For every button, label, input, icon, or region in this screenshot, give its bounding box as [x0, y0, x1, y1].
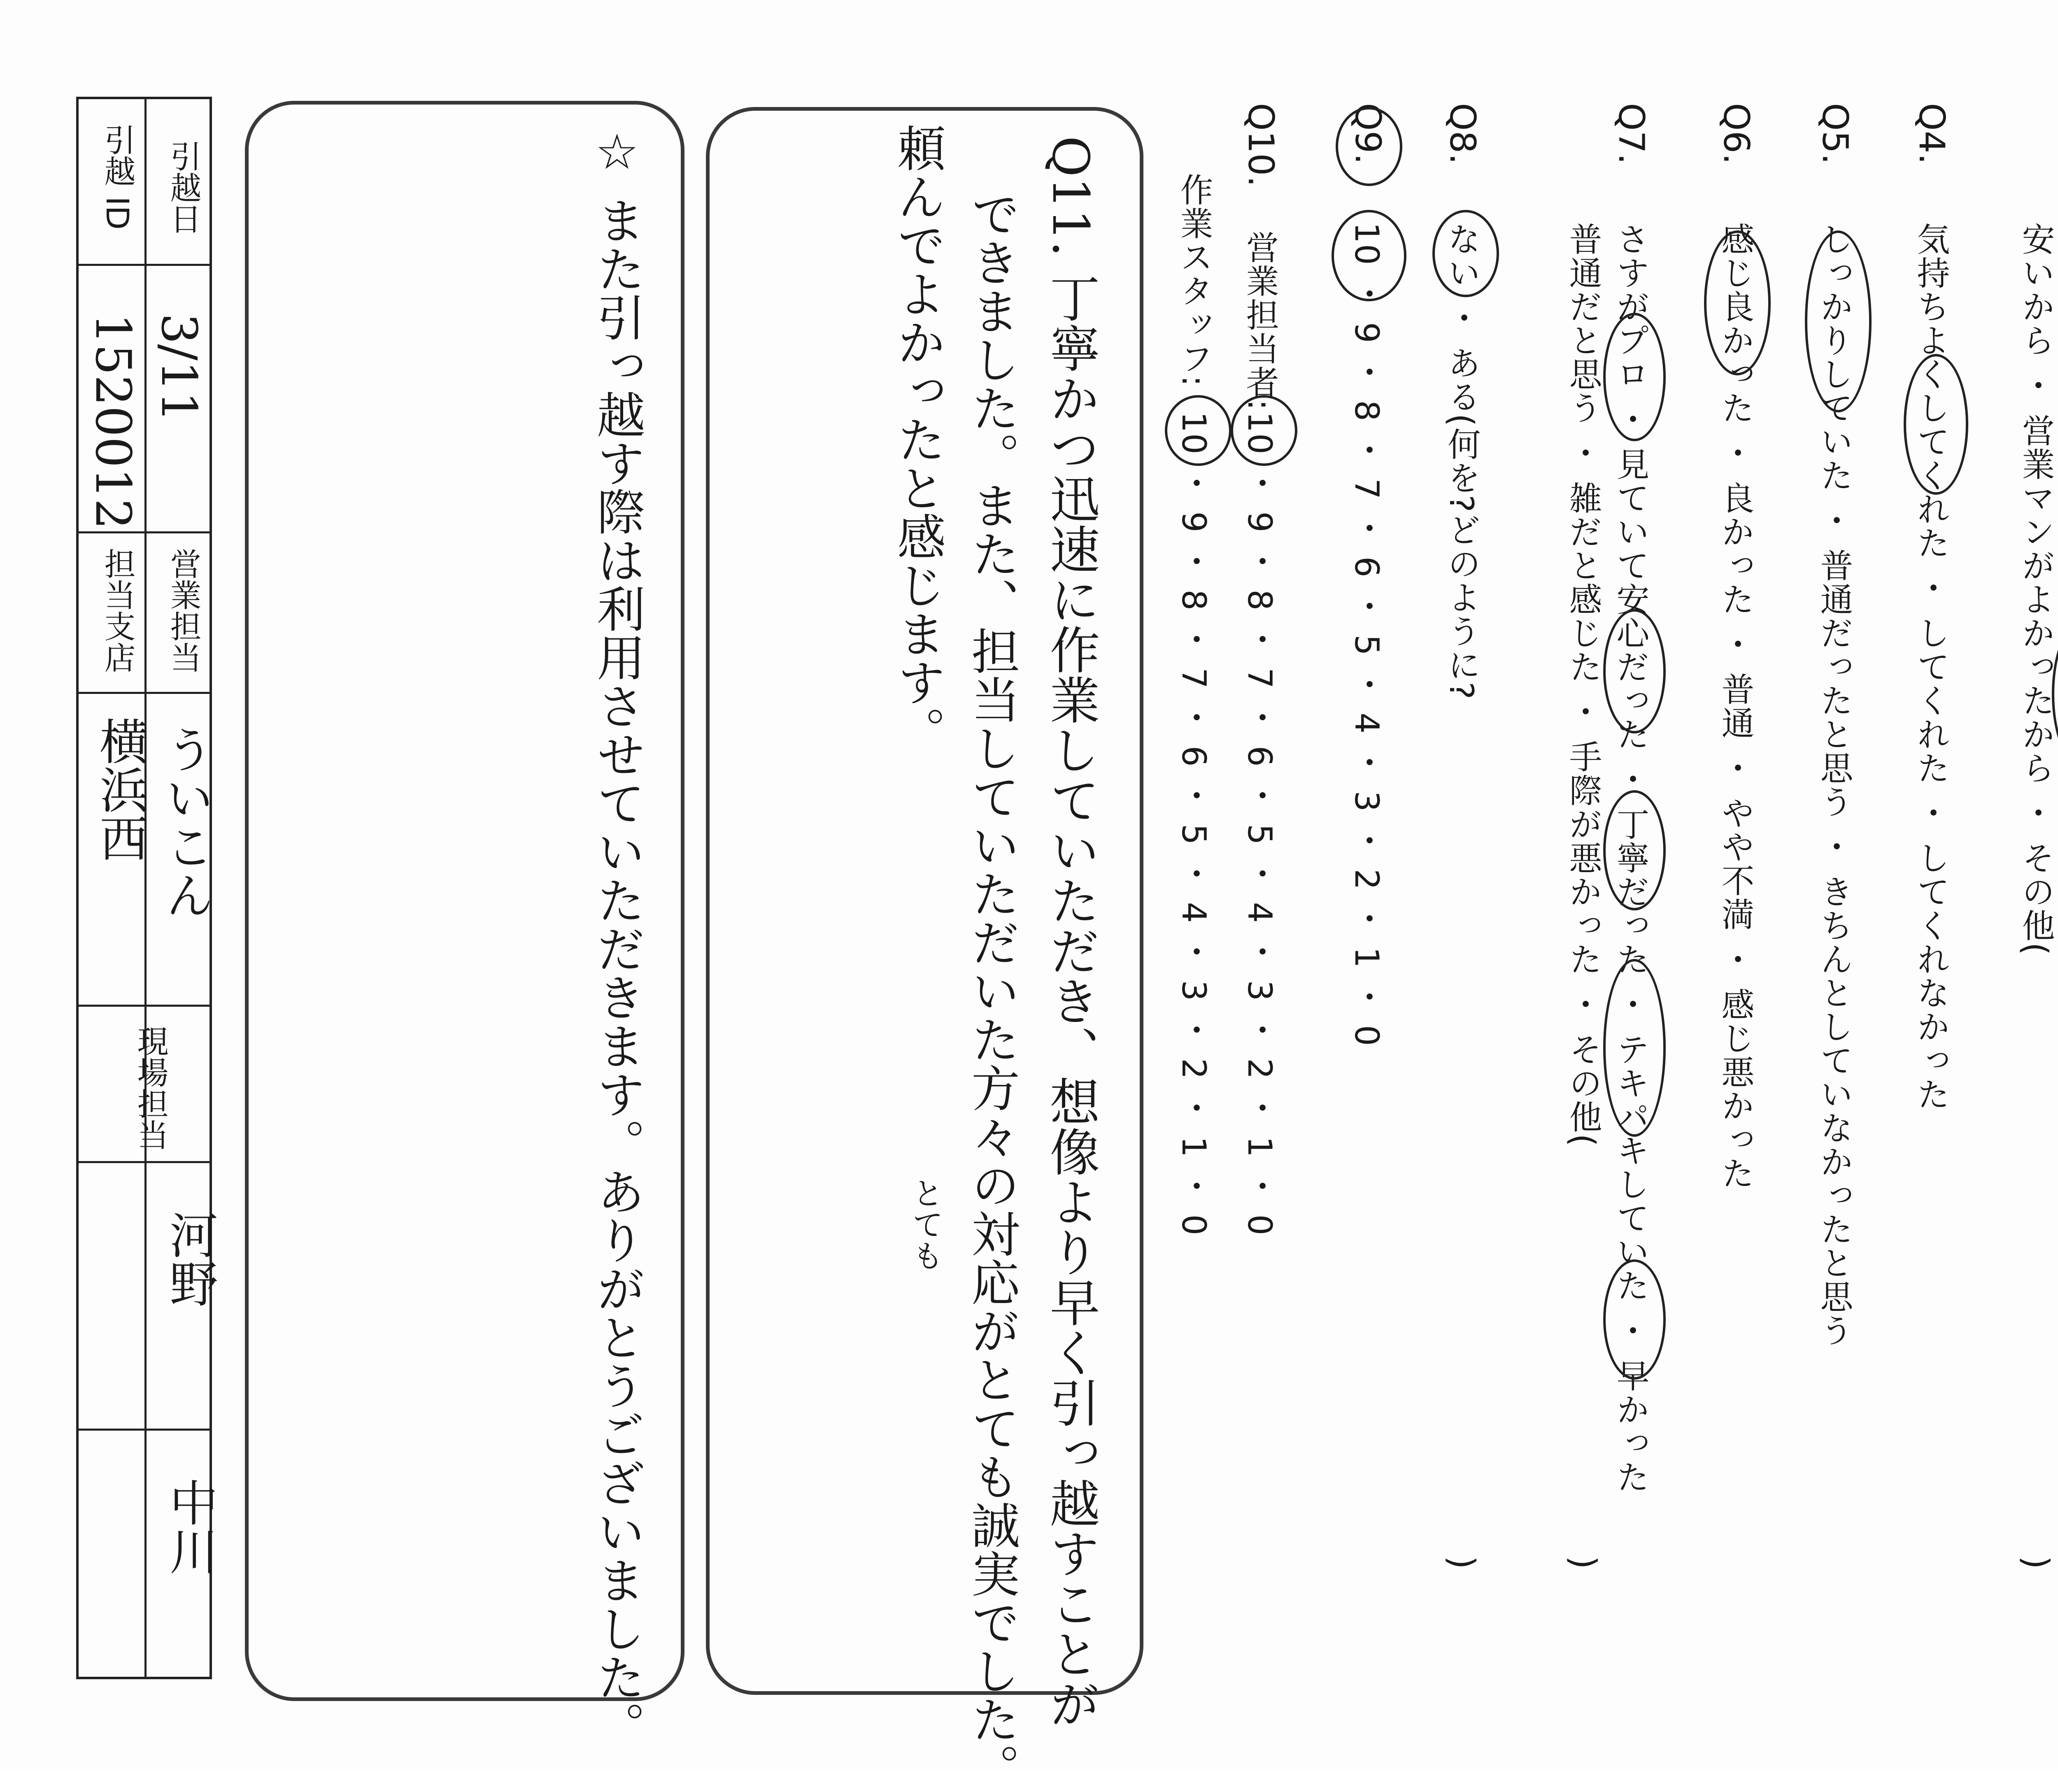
info-table — [76, 97, 218, 1679]
sales-label: 営業担当 — [165, 548, 202, 673]
id-value: 1520012 — [85, 313, 142, 530]
q10-sales-label: 営業担当者: — [1241, 230, 1279, 411]
q6-number: Q6. — [1716, 103, 1757, 165]
q9-number-mark — [1336, 107, 1402, 186]
q9-options: 10 ・ 9 ・ 8 ・ 7 ・ 6 ・ 5 ・ 4 ・ 3 ・ 2 ・ 1 ・ 0 — [1348, 222, 1386, 1047]
comment-insert: とても — [907, 1177, 944, 1271]
branch-label: 担当支店 — [99, 548, 136, 673]
move-date-value: 3/11 — [151, 313, 207, 422]
q7-number: Q7. — [1611, 103, 1652, 165]
q10-staff-mark — [1165, 395, 1232, 466]
site-label: 現場担当 — [132, 1025, 169, 1150]
move-date-label: 引越日 — [165, 140, 202, 234]
q7-mark-pro — [1603, 313, 1666, 441]
q7-options: さすがプロ ・ 見ていて安心だった ・ 丁寧だった ・ テキパキしていた ・ 早かった — [1611, 222, 1649, 1494]
comment-line-1: Q11. 丁寧かつ迅速に作業していただき、想像より早く引っ越すことが — [1041, 136, 1100, 1729]
q5-answer-mark — [1805, 230, 1872, 412]
q10-staff-options: 10 ・ 9 ・ 8 ・ 7 ・ 6 ・ 5 ・ 4 ・ 3 ・ 2 ・ 1 ・ 0 — [1175, 412, 1213, 1236]
q7-mark-tekipaki — [1603, 959, 1666, 1137]
q5-number: Q5. — [1814, 103, 1855, 165]
q3-options-2: 安いから ・ 営業マンがよかったから ・ その他( — [2016, 222, 2055, 956]
q7-options-2: 普通だと思う ・ 雑だと感じた ・ 手際が悪かった ・ その他( — [1564, 222, 1602, 1147]
q4-options: 気持ちよくしてくれた ・ してくれた ・ してくれなかった — [1911, 222, 1950, 1111]
q10-number: Q10. — [1240, 103, 1281, 187]
branch-value: 横浜西 — [91, 717, 148, 862]
q9-answer-mark — [1332, 210, 1406, 301]
q4-answer-mark — [1904, 354, 1968, 495]
sales-value: ういこん — [157, 725, 214, 919]
q3-close: ) — [2016, 1556, 2056, 1569]
q6-answer-mark — [1704, 230, 1771, 375]
q8-answer-mark — [1432, 210, 1499, 297]
q10-sales-options: 10 ・ 9 ・ 8 ・ 7 ・ 6 ・ 5 ・ 4 ・ 3 ・ 2 ・ 1 ・ 0 — [1241, 412, 1279, 1236]
q8-options: ない ・ ある(何を?どのように? — [1442, 222, 1481, 700]
q5-options: しっかりしていた ・ 普通だったと思う ・ きちんとしていなかったと思う — [1815, 222, 1853, 1347]
q6-options: 感じ良かった ・ 良かった ・ 普通 ・ やや不満 ・ 感じ悪かった — [1716, 222, 1754, 1190]
comment-line-3: 頼んでよかったと感じます。 — [889, 123, 946, 755]
q7-mark-hayakatta — [1603, 1259, 1666, 1380]
q7-close: ) — [1563, 1556, 1604, 1569]
q4-number: Q4. — [1911, 103, 1952, 165]
q9-number: Q9. — [1347, 103, 1388, 165]
q8-number: Q8. — [1442, 103, 1483, 165]
site-value-2: 中川 — [161, 1478, 218, 1575]
site-value-1: 河野 — [161, 1210, 218, 1308]
q8-close: ) — [1442, 1556, 1482, 1569]
q10-sales-mark — [1231, 395, 1297, 466]
id-label: 引越 ID — [99, 124, 136, 230]
q10-staff-label: 作業スタッフ: — [1175, 173, 1213, 387]
note-line: ☆ また引っ越す際は利用させていただきます。ありがとうございました。 — [589, 123, 645, 1750]
comment-line-2: できました。また、担当していただいた方々の対応がとても誠実でした。 — [963, 189, 1020, 1792]
q7-mark-teinei — [1603, 790, 1666, 910]
q7-mark-anshin — [1603, 609, 1666, 733]
